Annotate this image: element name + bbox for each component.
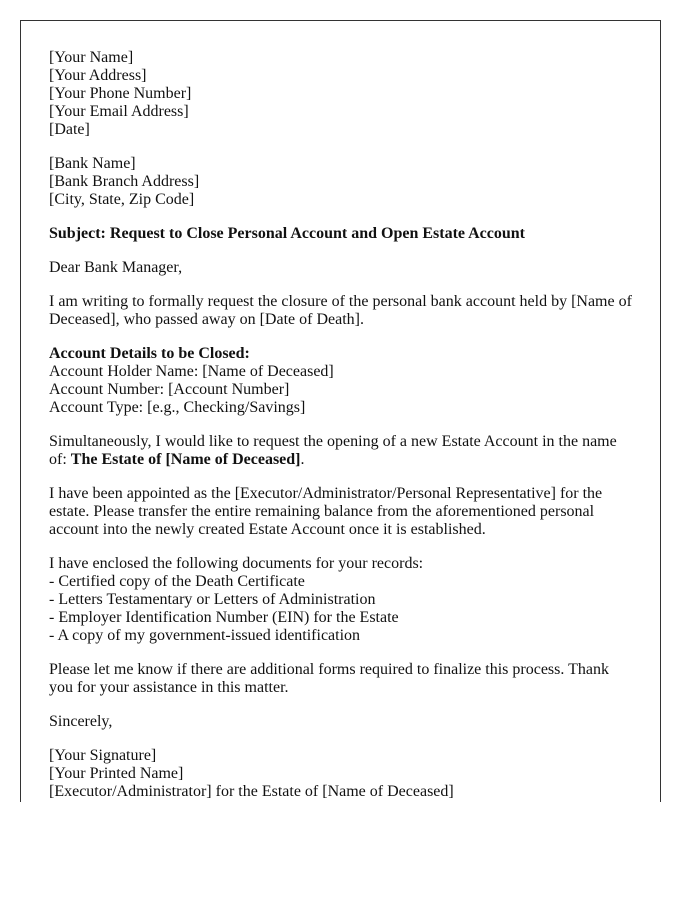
sender-name: [Your Name]: [49, 49, 134, 66]
recipient-city-state-zip: [City, State, Zip Code]: [49, 191, 195, 208]
account-type: Account Type: [e.g., Checking/Savings]: [49, 399, 306, 416]
subject-line: Subject: Request to Close Personal Account and Open Estate Account: [49, 225, 525, 242]
signer-role: [Executor/Administrator] for the Estate of [Name of Deceased]: [49, 783, 454, 800]
intro-paragraph: [49, 293, 639, 329]
signature-block: [49, 747, 639, 801]
account-number: Account Number: [Account Number]: [49, 381, 290, 398]
subject-block: [49, 225, 639, 243]
account-details-heading: Account Details to be Closed:: [49, 345, 250, 362]
letter-date: [Date]: [49, 121, 90, 138]
letter-page: [20, 20, 661, 802]
estate-line-1: Simultaneously, I would like to request the opening of a new Estate Account in the name: [49, 433, 617, 450]
printed-name: [Your Printed Name]: [49, 765, 184, 782]
sign-off: Sincerely,: [49, 713, 113, 730]
enclosures-intro: I have enclosed the following documents for your records:: [49, 555, 424, 572]
sender-email: [Your Email Address]: [49, 103, 189, 120]
sender-block: [49, 49, 639, 139]
intro-line-2: Deceased], who passed away on [Date of Death].: [49, 311, 364, 328]
estate-paragraph: [49, 433, 639, 469]
salutation-block: [49, 259, 639, 277]
enclosure-item: - A copy of my government-issued identification: [49, 627, 361, 644]
recipient-branch-address: [Bank Branch Address]: [49, 173, 200, 190]
intro-line-1: I am writing to formally request the closure of the personal bank account held by [Name of: [49, 293, 632, 310]
closing-line-2: you for your assistance in this matter.: [49, 679, 289, 696]
enclosure-item: - Certified copy of the Death Certificate: [49, 573, 305, 590]
appointment-line-1: I have been appointed as the [Executor/Administrator/Personal Representative] for the: [49, 485, 603, 502]
sign-off-block: [49, 713, 639, 731]
signature: [Your Signature]: [49, 747, 157, 764]
estate-name: The Estate of [Name of Deceased]: [70, 451, 301, 468]
sender-address: [Your Address]: [49, 67, 147, 84]
sender-phone: [Your Phone Number]: [49, 85, 192, 102]
appointment-line-3: account into the newly created Estate Account once it is established.: [49, 521, 486, 538]
enclosures-block: [49, 555, 639, 645]
appointment-line-2: estate. Please transfer the entire remaining balance from the aforementioned personal: [49, 503, 595, 520]
salutation: Dear Bank Manager,: [49, 259, 183, 276]
account-holder-name: Account Holder Name: [Name of Deceased]: [49, 363, 334, 380]
recipient-block: [49, 155, 639, 209]
estate-line-2-suffix: .: [300, 451, 305, 468]
account-details-block: [49, 345, 639, 417]
enclosure-item: - Employer Identification Number (EIN) for the Estate: [49, 609, 399, 626]
estate-line-2-prefix: of:: [49, 451, 71, 468]
enclosure-item: - Letters Testamentary or Letters of Administration: [49, 591, 376, 608]
letter-body: [49, 49, 639, 802]
closing-line-1: Please let me know if there are additional forms required to finalize this process. Thank: [49, 661, 609, 678]
appointment-paragraph: [49, 485, 639, 539]
recipient-bank-name: [Bank Name]: [49, 155, 136, 172]
estate-line-2: [49, 451, 639, 469]
closing-paragraph: [49, 661, 639, 697]
